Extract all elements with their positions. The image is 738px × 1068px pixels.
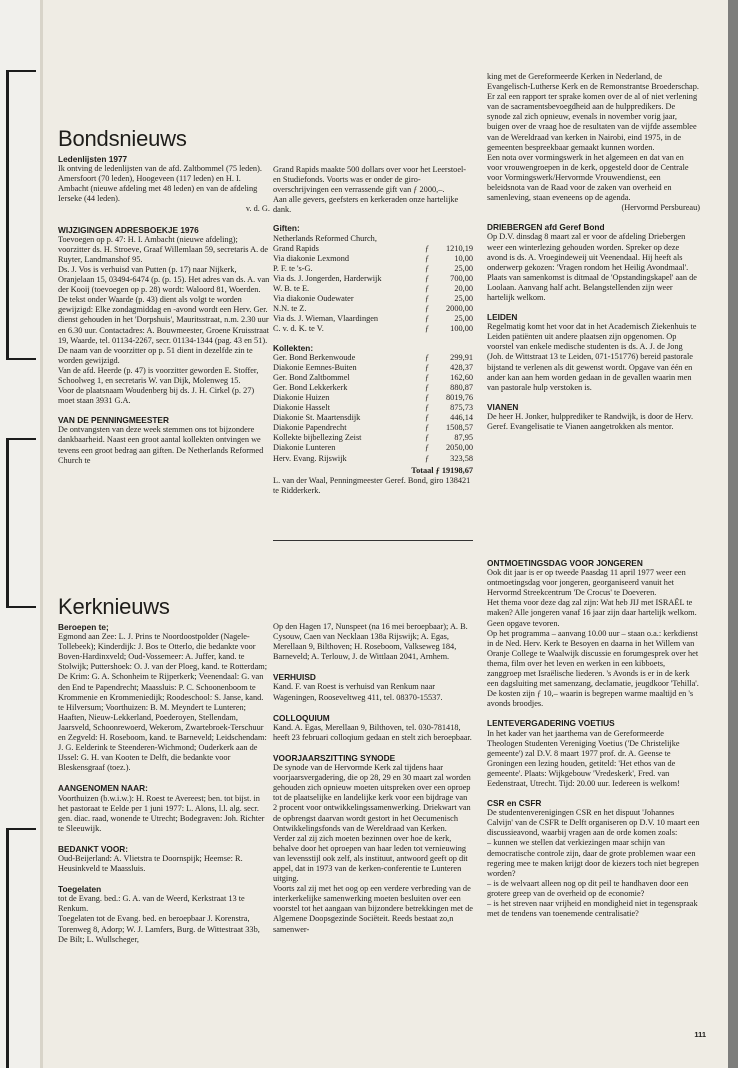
binding-bar	[6, 70, 9, 360]
voetius-heading: LENTEVERGADERING VOETIUS	[487, 718, 615, 729]
synode-continued: king met de Gereformeerde Kerken in Nederland, de Evangelisch-Lutherse Kerk en de Remonstrantse Broederschap.	[487, 72, 699, 92]
column-1-bottom	[58, 622, 270, 1042]
ledger-amount: 299,91	[450, 352, 473, 362]
ledger-amount: 25,00	[454, 314, 473, 324]
jongeren-heading: ONTMOETINGSDAG VOOR JONGEREN	[487, 558, 643, 568]
currency-sign: ƒ	[424, 263, 430, 273]
binding-bar	[6, 606, 36, 608]
ledger-label: Grand Rapids	[273, 243, 319, 253]
ledger-row	[273, 244, 473, 254]
ledger-row	[273, 403, 473, 413]
adresboekje-p6: Voor de plaatsnaam Woudenberg bij ds. J. H. Cirkel (p. 27) moet staan 3931 G.A.	[58, 386, 255, 406]
penningmeester-p1: De ontvangsten van deze week stemmen ons tot bijzondere dankbaarheid. Naast een groot aantal kollekten ontvingen we tevens een groot bedrag aan giften. De Netherlands Reformed Church te	[58, 425, 264, 465]
giften-sub: Netherlands Reformed Church,	[273, 233, 377, 243]
currency-sign: ƒ	[424, 273, 430, 283]
ledger-amount: 880,87	[450, 382, 473, 392]
ledger-amount: 20,00	[454, 284, 473, 294]
ledger-label: P. F. te 's-G.	[273, 263, 313, 273]
colloquium-text: Kand. A. Egas, Merellaan 9, Bilthoven, tel. 030-781418, heeft 23 februari colloqium gedaan en stelt zich beroepbaar.	[273, 722, 472, 742]
ledenlijsten-heading: Ledenlijsten 1977	[58, 154, 128, 164]
ledger-amount: 1210,19	[446, 243, 473, 253]
column-1-top	[58, 154, 270, 554]
binding-bar	[6, 828, 36, 830]
ledger-label: Ger. Bond Zaltbommel	[273, 372, 350, 382]
ledger-amount: 1508,57	[446, 423, 473, 433]
currency-sign: ƒ	[424, 352, 430, 362]
ledger-label: Diakonie Hasselt	[273, 403, 330, 413]
ledger-label: Herv. Evang. Rijswijk	[273, 453, 347, 463]
aangenomen-heading: AANGENOMEN NAAR:	[58, 783, 148, 794]
ledger-row	[273, 304, 473, 314]
column-3-top	[487, 72, 700, 550]
ledger-row	[273, 274, 473, 284]
bedankt-heading: BEDANKT VOOR:	[58, 843, 129, 854]
binding-bar	[6, 438, 36, 440]
synode-p3: Voorts zal zij met het oog op een verdere verbreding van de interkerkelijke samenwerking moeten besluiten over een voorstel tot het aangaan van bijzondere betrekkingen met de Algemene Doopsgezinde Sociëteit. Reeds bestaat zo,n samenwer-	[273, 884, 473, 934]
ledger-label: Via ds. J. Wieman, Vlaardingen	[273, 314, 379, 324]
ledger-amount: 700,00	[450, 273, 473, 283]
binding-bar	[6, 70, 36, 72]
csr-p3: – is de welvaart alleen nog op dit peil te handhaven door een grotere greep van de overheid op de economie?	[487, 878, 689, 898]
section-divider	[273, 540, 473, 541]
adresboekje-p1: Toevoegen op p. 47: H. I. Ambacht (nieuwe afdeling); voorzitter ds. H. Stroeve, Graaf Willemlaan 59, secretaris A. de Ruyter, Landmanshof 95.	[58, 234, 269, 264]
ledger-row	[273, 264, 473, 274]
synode-p5: Een nota over vormingswerk in het algemeen en dat van en voor vrouwengroepen in de kerk, opgesteld door de Centrale voor Vormingswerk/Hervormde Vrouwendienst, een beleidsnota van de Raad voor de zaken van overheid en samenleving, staan eveneens op de agenda.	[487, 152, 689, 203]
ledger-row	[273, 413, 473, 423]
currency-sign: ƒ	[424, 453, 430, 463]
ledger-amount: 162,60	[450, 372, 473, 382]
ledger-row	[273, 254, 473, 264]
page-fold	[40, 0, 43, 1068]
adresboekje-heading: WIJZIGINGEN ADRESBOEKJE 1976	[58, 224, 199, 235]
binding-margin	[0, 0, 40, 1068]
csr-heading: CSR en CSFR	[487, 798, 542, 809]
beroepen-heading: Beroepen te;	[58, 622, 109, 632]
penningmeester-p3: Aan alle gevers, geefsters en kerkeraden onze hartelijke dank.	[273, 195, 459, 215]
ledger-label: Via diakonie Oudewater	[273, 294, 354, 304]
adresboekje-p5: Van de afd. Heerde (p. 47) is voorzitter geworden E. Stoffer, Schoolweg 1, en secretaris W. van Dijk, Molenweg 15.	[58, 365, 259, 385]
driebergen-heading: DRIEBERGEN afd Geref Bond	[487, 222, 605, 233]
ledger-label: Ger. Bond Berkenwoude	[273, 352, 356, 362]
ledger-label: Diakonie Huizen	[273, 392, 330, 402]
synode-heading: VOORJAARSZITTING SYNODE	[273, 752, 396, 763]
toegelaten-continued: Op den Hagen 17, Nunspeet (na 16 mei beroepbaar); A. B. Cysouw, Caen van Necklaan 138a Rijswijk; A. Egas, Merellaan 9, Bilthoven; H. Roseboom, Valkseweg 184, Barneveld; A. Terlouw, J. de Wittlaan 2041, Arnhem.	[273, 622, 468, 662]
bedankt-text: Oud-Beijerland: A. Vlietstra te Doornspijk; Heemse: R. Heusinkveld te Maassluis.	[58, 853, 243, 874]
column-2-top	[273, 165, 473, 545]
binding-bar	[6, 828, 9, 1068]
driebergen-text: Op D.V. dinsdag 8 maart zal er voor de afdeling Driebergen weer een winterlezing gehouden worden. Spreker op deze avond is ds. A. Vroegindeweij uit Veenendaal. Hij heeft als onderwerp gekozen: 'Vragen rondom het Heilig Avondmaal'. Plaats van samenkomst is ditmaal de 'Opstandingskapel' aan de Loolaan. Aanvang half acht. Belangstellenden zijn weer hartelijk welkom.	[487, 232, 697, 302]
ledger-row	[273, 353, 473, 363]
currency-sign: ƒ	[424, 413, 430, 423]
currency-sign: ƒ	[424, 372, 430, 382]
ledger-row	[273, 314, 473, 324]
ledger-amount: 428,37	[450, 362, 473, 372]
kollekten-table	[273, 353, 473, 464]
ledger-label: Kollekte bijbellezing Zeist	[273, 433, 362, 443]
ledger-row	[273, 324, 473, 334]
binding-bar	[6, 358, 36, 360]
synode-p4: Er zal een rapport ter sprake komen over de al of niet verlening van de sacramentsbevoegdheid aan de hulppredikers. De synode zal zich opnieuw, evenals in november vorig jaar, buigen over de vraag hoe de resultaten van de vijfde assemblee van de Wereldraad van kerken in Nairobi, eind 1975, in de gemeenten bespreekbaar gemaakt kunnen worden.	[487, 92, 698, 152]
synode-p2: Verder zal zij zich moeten bezinnen over hoe de kerk, behalve door het oproepen van haar leden tot vernieuwing van levensstijl ook zelf, als instituut, antwoord geeft op dit appel, dat in 1973 van de kerken-conferentie te Lunteren uitging.	[273, 833, 468, 884]
synode-p1: De synode van de Hervormde Kerk zal tijdens haar voorjaarsvergadering, die op 28, 29 en 30 maart zal worden gehouden zich opnieuw moeten uitspreken over een oproep tot de plaatselijke en landelijke kerk voor een bijdrage van 2 procent voor ontwikkelingssamenwerking. Driekwart van de opbrengst daarvan wordt gestort in het Oecumenisch Ontwikkelingsfonds van de Wereldraad van Kerken.	[273, 763, 471, 833]
ledger-label: Diakonie Lunteren	[273, 443, 336, 453]
aangenomen-text: Voorthuizen (b.w.i.w.): H. Roest te Avereest; ben. tot bijst. in het pastoraat te Eelde per 1 juni 1977: L. Alons, l.l. alg. secr. gen. diac. raad, wonende te Utrecht; Bodegraven: Joh. Richter te Sleeuwijk.	[58, 793, 265, 833]
currency-sign: ƒ	[424, 403, 430, 413]
voetius-text: In het kader van het jaarthema van de Gereformeerde Theologen Studenten Vereniging Voetius ('De Christelijke gemeente') zal D.V. 8 maart 1977 prof. dr. A. Geense te Groningen een lezing houden, getiteld: 'Het ethos van de gemeente'. Plaats: Wijkgebouw 'Vredeskerk', Fred. van Eedenstraat, Utrecht. Tijd: 20.00 uur. Iedereen is welkom!	[487, 728, 680, 788]
adresboekje-p4: De naam van de voorzitter op p. 51 dient in dezelfde zin te worden gewijzigd.	[58, 345, 253, 365]
giften-table	[273, 244, 473, 335]
jongeren-p1: Ook dit jaar is er op tweede Paasdag 11 april 1977 weer een ontmoetingsdag voor jongeren, georganiseerd vanuit het Hervormd Streekcentrum 'De Crocus' te Doeveren.	[487, 568, 686, 598]
ledger-label: Diakonie Eemnes-Buiten	[273, 362, 357, 372]
ledger-amount: 323,58	[450, 453, 473, 463]
beroepen-text: Egmond aan Zee: L. J. Prins te Noordoostpolder (Nagele-Tollebeek); Kinderdijk: J. Bos te Otterlo, die bedankte voor Boven-Hardinxveld; Oud-Vossemeer: A. Juffer, kand. te Stolwijk; Puttershoek: O. J. van der Ploeg, kand. te Rotterdam; De Krim: G. A. Schonheim te Rijperkerk; Veenendaal: G. van den End te Papendrecht; Maassluis: P. C. Schoonenboom te Krommenie en Krommeniedijk; Roodeschool: S. Janse, kand. te Hilversum; Voorthuizen: B. M. Meyndert te Lunteren; Haaften, Nieuw-Lekkerland, Poederoyen, Stellendam, Jaarsveld, Schoonrewoerd, Wekerom, Zwartebroek-Terschuur en Zegveld: H. Roseboom, kand. te Barneveld; Leidschendam: J. G. Eelderink te Steenderen-Wichmond; Ouderkerk aan de IJssel: G. H. van Kooten te Delft, die bedankte voor Bleskensgraaf (toez.).	[58, 632, 268, 773]
csr-p4: – is het streven naar vrijheid en mondigheid niet in tegenspraak met de tendens van toenemende centralisatie?	[487, 899, 698, 919]
giften-heading: Giften:	[273, 223, 300, 234]
ledger-row	[273, 383, 473, 393]
ledger-row	[273, 433, 473, 443]
penningmeester-heading: VAN DE PENNINGMEESTER	[58, 415, 169, 426]
ledenlijsten-sign: v. d. G.	[245, 204, 270, 214]
ledger-row	[273, 443, 473, 453]
source-credit: (Hervormd Persbureau)	[621, 203, 700, 213]
ledger-amount: 25,00	[454, 294, 473, 304]
currency-sign: ƒ	[424, 423, 430, 433]
ledger-row	[273, 454, 473, 464]
currency-sign: ƒ	[424, 284, 430, 294]
magazine-page	[40, 0, 728, 1068]
verhuisd-heading: VERHUISD	[273, 672, 316, 683]
ledger-label: N.N. te Z.	[273, 304, 307, 314]
verhuisd-text: Kand. F. van Roest is verhuisd van Renkum naar Wageningen, Rooseveltweg 411, tel. 08370-15537.	[273, 682, 443, 702]
currency-sign: ƒ	[424, 304, 430, 314]
ledger-amount: 100,00	[450, 324, 473, 334]
ledger-amount: 446,14	[450, 413, 473, 423]
currency-sign: ƒ	[424, 392, 430, 402]
ledger-label: Via ds. J. Jongerden, Harderwijk	[273, 273, 382, 283]
ledger-amount: 25,00	[454, 263, 473, 273]
currency-sign: ƒ	[424, 253, 430, 263]
colloquium-heading: COLLOQUIUM	[273, 712, 330, 723]
jongeren-p2: Het thema voor deze dag zal zijn: Wat heb JIJ met ISRAËL te maken? Alle jongeren vanaf 16 jaar zijn daar hartelijk welkom. Geen opgave tevoren.	[487, 598, 697, 628]
adresboekje-p3: De tekst onder Waarde (p. 43) dient als volgt te worden gewijzigd: Elke zondagmiddag en -avond wordt een Herv. Ger. dienst gehouden in het 'Dorpshuis', Mauritsstraat, n.m. 2.30 uur en 6.30 uur. Contactadres: A. Bouwmeester, Groene Kruisstraat 19, Waarde, tel. 01134-2267, secr. 01134-1344 (pag. 43 en 51).	[58, 295, 269, 345]
adresboekje-p2: Ds. J. Vos is verhuisd van Putten (p. 17) naar Nijkerk, Oranjelaan 15, 03494-6474 (p. (p. 15). Het adres van ds. A. van der Kooij (toevoegen op p. 28) wordt: Waloord 81, Woerden.	[58, 264, 270, 295]
ledenlijsten-text: Ik ontving de ledenlijsten van de afd. Zaltbommel (75 leden). Amersfoort (70 leden), Hoogeveen (117 leden) en H. I. Ambacht (nieuwe afdeling met 48 leden) en van de afdeling Ierseke (44 leden).	[58, 164, 262, 204]
ledger-row	[273, 373, 473, 383]
ledger-label: C. v. d. K. te V.	[273, 324, 324, 334]
column-2-bottom	[273, 622, 473, 1042]
currency-sign: ƒ	[424, 443, 430, 453]
vianen-heading: VIANEN	[487, 401, 519, 412]
toegelaten-text-1: tot de Evang. bed.: G. A. van de Weerd, Kerkstraat 13 te Renkum.	[58, 894, 245, 914]
toegelaten-text-2: Toegelaten tot de Evang. bed. en beroepbaar J. Korenstra, Torenweg 8, Adorp; W. J. Lamfers, Burg. de Wittestraat 33b, De Bilt; L. Wullscheger,	[58, 914, 260, 944]
column-3-bottom	[487, 558, 700, 1032]
penningmeester-signature: L. van der Waal, Penningmeester Geref. Bond, giro 138421 te Ridderkerk.	[273, 475, 471, 495]
ledger-label: Ger. Bond Lekkerkerk	[273, 382, 348, 392]
currency-sign: ƒ	[424, 243, 430, 253]
ledger-row	[273, 423, 473, 433]
jongeren-p3: Op het programma – aanvang 10.00 uur – staan o.a.: kerkdienst in de Ned. Herv. Kerk te Besoyen en daarna in het Willem van Oranje College te Waalwijk discussie en forumgesprek over het thema, film over het leven en werken in een kibboets, zanggroep met Israëlische liederen. 's Avonds is er in de kerk een dagsluiting met samenzang, declamatie, jeugdkoor 'Tehilla'. De kosten zijn ƒ 10,– waarin is begrepen warme maaltijd en 's avonds broodjes.	[487, 628, 699, 709]
total-line: Totaal ƒ 19198,67	[411, 465, 473, 475]
page-number: 111	[694, 1030, 706, 1039]
ledger-amount: 10,00	[454, 253, 473, 263]
csr-p1: De studentenverenigingen CSR en het dispuut 'Johannes Calvijn' van de CSFR te Delft organiseren op D.V. 10 maart een discussieavond, waarbij vragen aan de orde komen zoals:	[487, 808, 700, 838]
ledger-label: W. B. te E.	[273, 284, 310, 294]
toegelaten-heading: Toegelaten	[58, 884, 102, 895]
currency-sign: ƒ	[424, 294, 430, 304]
currency-sign: ƒ	[424, 382, 430, 392]
ledger-amount: 2000,00	[446, 304, 473, 314]
ledger-label: Diakonie St. Maartensdijk	[273, 413, 361, 423]
section-title-kerknieuws: Kerknieuws	[58, 594, 170, 619]
penningmeester-p2: Grand Rapids maakte 500 dollars over voor het Leerstoel- en Studiefonds. Voorts was er onder de giro-overschrijvingen een verrassende gift van ƒ 2000,–.	[273, 165, 467, 195]
ledger-amount: 875,73	[450, 403, 473, 413]
currency-sign: ƒ	[424, 433, 430, 443]
binding-bar	[6, 438, 9, 608]
ledger-row	[273, 294, 473, 304]
csr-p2: – kunnen we stellen dat verkiezingen maar schijn van democratische controle zijn, daar de grote problemen waar een regering mee te maken krijgt door de kiezers toch niet begrepen worden?	[487, 838, 699, 878]
ledger-row	[273, 284, 473, 294]
ledger-label: Via diakonie Lexmond	[273, 253, 349, 263]
ledger-amount: 8019,76	[446, 392, 473, 402]
vianen-text: De heer H. Jonker, hulpprediker te Randwijk, is door de Herv. Geref. Evangelisatie te Vianen aangetrokken als mentor.	[487, 411, 694, 431]
section-title-bondsnieuws: Bondsnieuws	[58, 126, 187, 151]
currency-sign: ƒ	[424, 362, 430, 372]
ledger-amount: 2050,00	[446, 443, 473, 453]
kollekten-heading: Kollekten:	[273, 342, 314, 353]
currency-sign: ƒ	[424, 324, 430, 334]
leiden-heading: LEIDEN	[487, 312, 518, 323]
ledger-row	[273, 363, 473, 373]
leiden-text: Regelmatig komt het voor dat in het Academisch Ziekenhuis te Leiden patiënten uit andere plaatsen zijn opgenomen. Op voorstel van enkele medische studenten is ds. A. J. de Jong (Joh. de Wittstraat 13 te Leiden, 071-151776) bereid pastorale bijstand te verlenen als dit gewenst wordt. Opgave van één en ander kan aan hem worden gedaan in de gevallen waarin men van pastorale hulp verstoken is.	[487, 322, 697, 392]
currency-sign: ƒ	[424, 314, 430, 324]
ledger-row	[273, 393, 473, 403]
ledger-label: Diakonie Papendrecht	[273, 423, 347, 433]
ledger-amount: 87,95	[454, 433, 473, 443]
